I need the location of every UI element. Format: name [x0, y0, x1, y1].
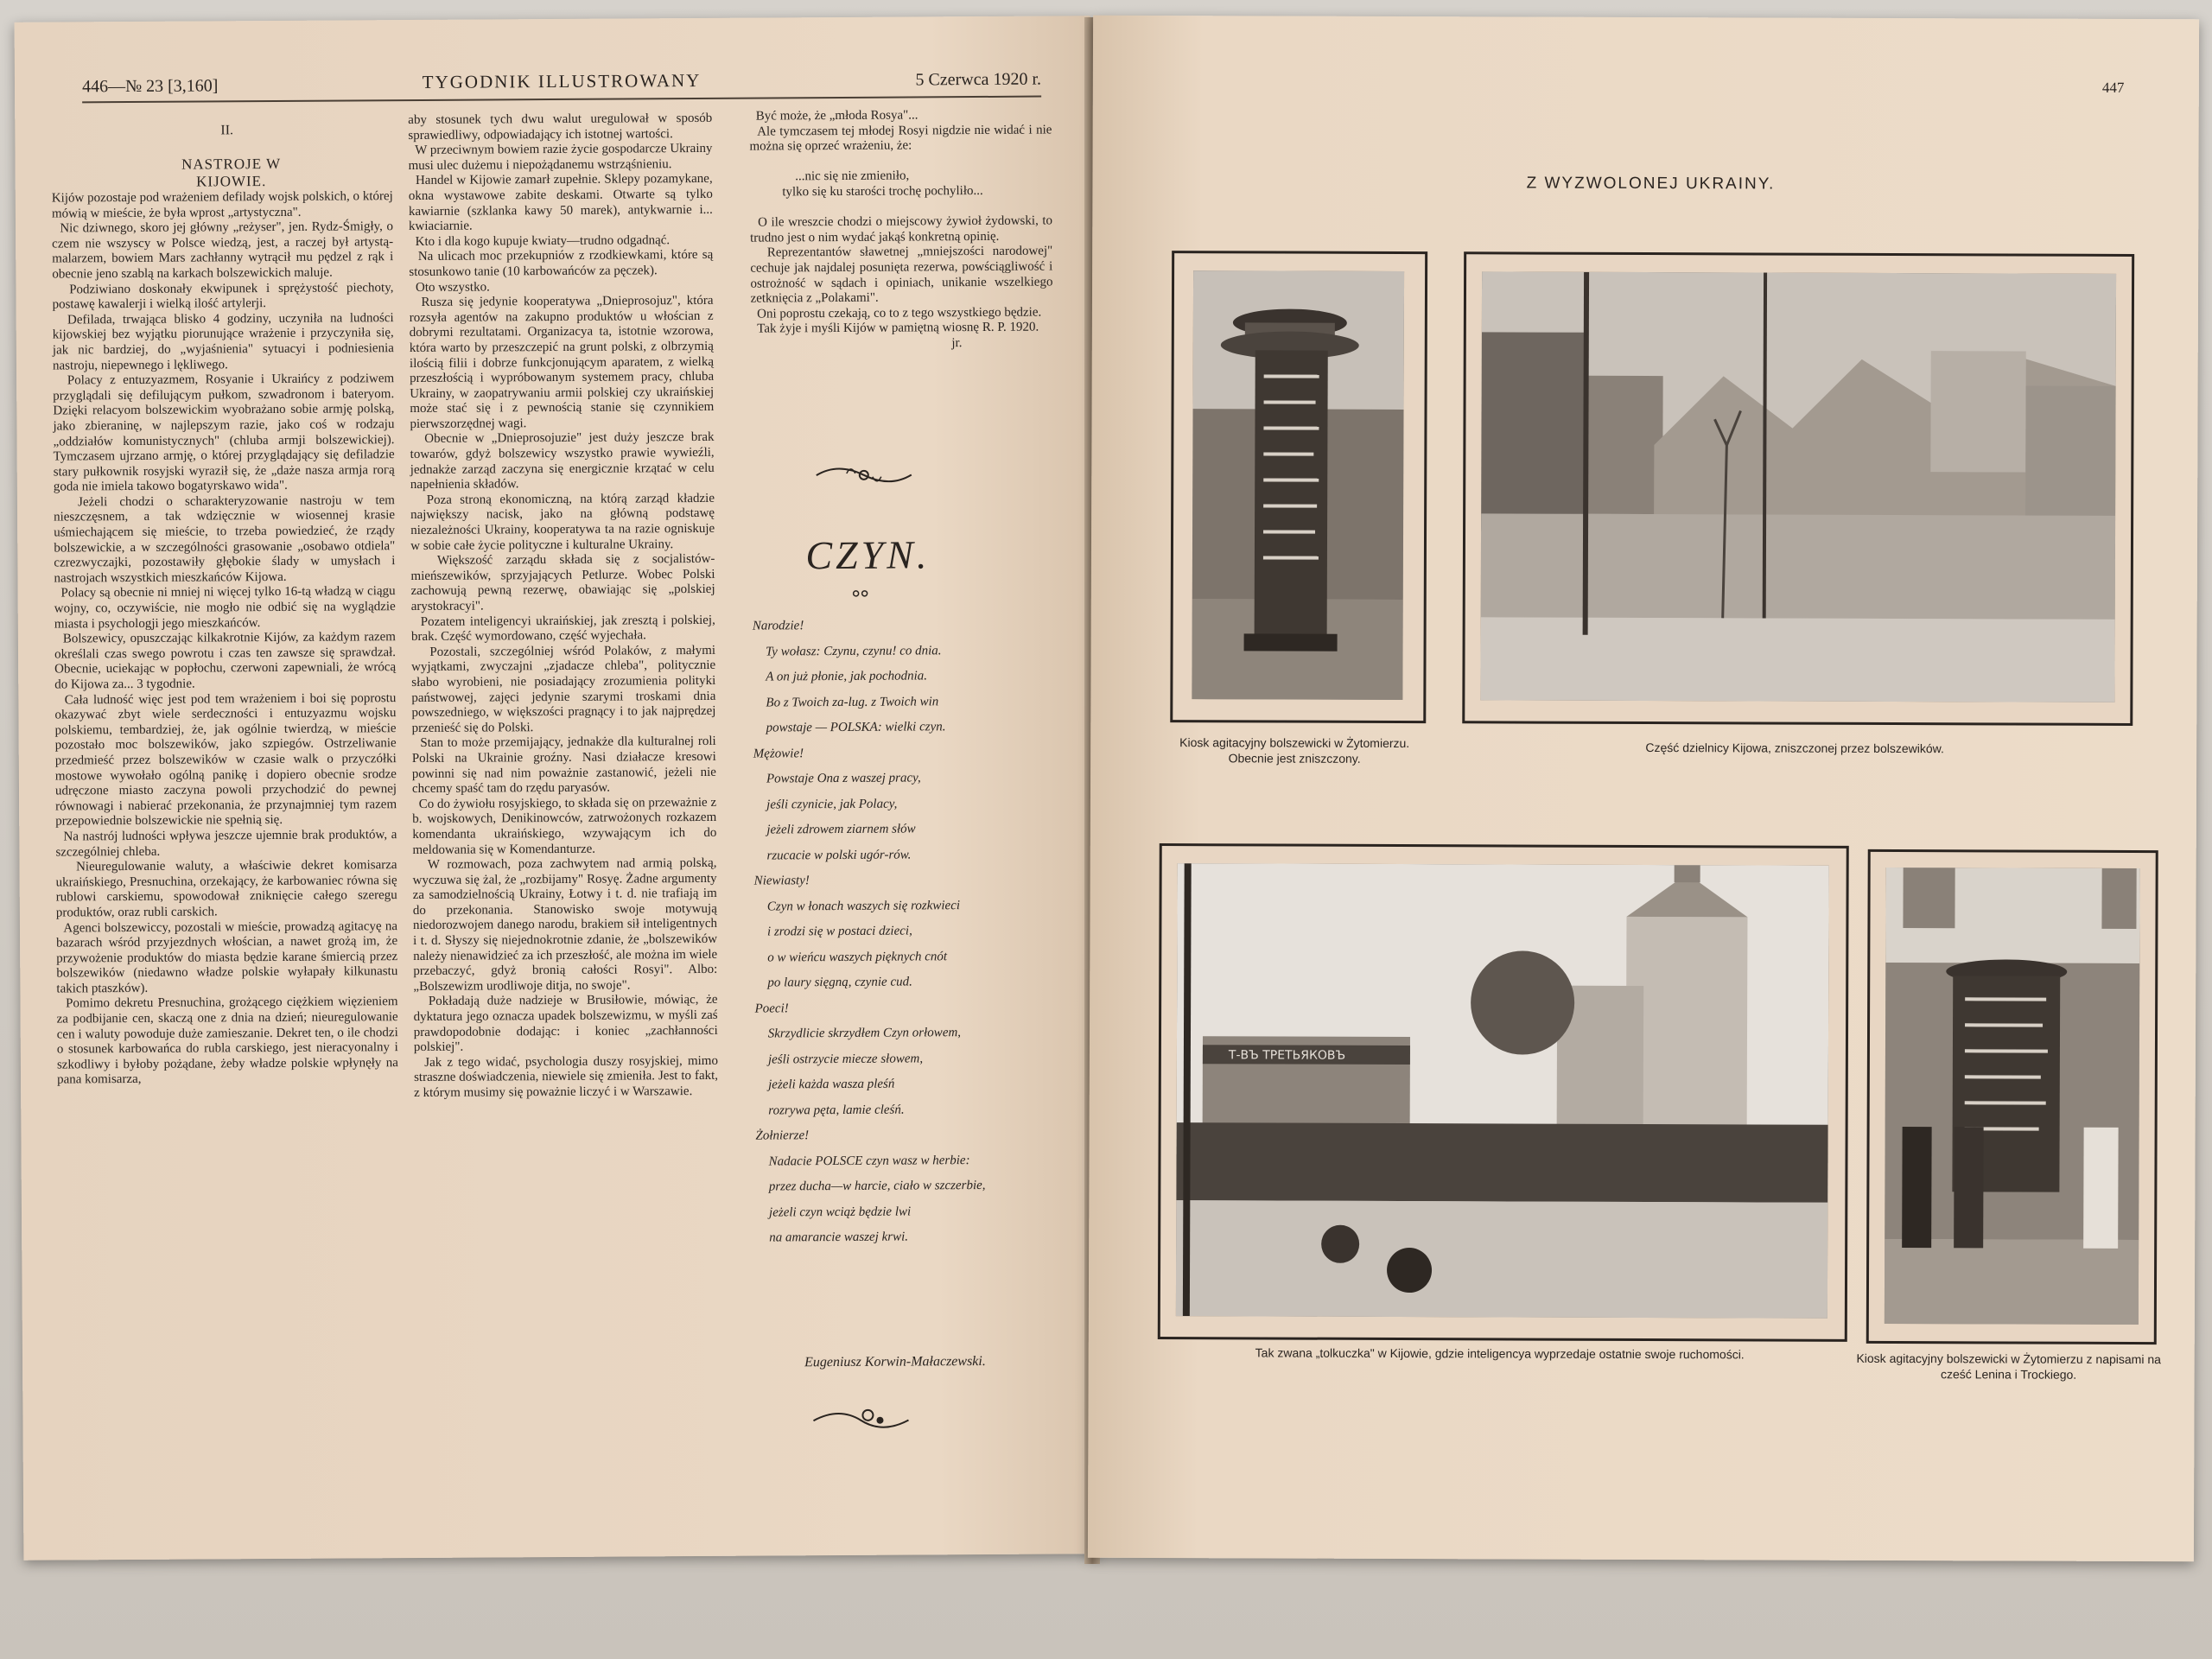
article-title: NASTROJE W KIJOWIE. — [181, 155, 282, 190]
article-column-1: Kijów pozostaje pod wrażeniem defilady wojsk polskich, o której mówią w mieście, że była wprost „artystyczna". Nic dziwnego, skoro jej główny „reżyser", jen. Rydz-Śmigły, o czem nie wszyscy w Polsce wiedzą, jest, a raczej był artystą-malarzem, bowiem Mars zachłanny wytrącił mu pędzel z rąk i obecnie jeno szablą na karkach bolszewickich maluje. Podziwiano doskonały ekwipunek i sprężystość piechoty, postawę kawalerji i wielką ilość artylerji. Defilada, trwająca blisko 4 godziny, uczyniła na ludności kijowskiej bez wyjątku piorunujące wrażenie i przyczyniła się, jak nic bardziej, do „wyjaśnienia" sytuacyi i podniesienia nastroju, niepewnego i lękliwego. Polacy z entuzyazmem, Rosyanie i Ukraińcy z podziwem przyglądali się defilującym pułkom, szwadronom i bateryom. Dzięki relacyom bolszewickim wyobrażano sobie armję polską, jako zbieraninę, w najlepszym razie, jako coś w rodzaju „oddziałów komunistycznych" (chluba armji bolszewickiej). Tymczasem ujrzano armję, o której przyglądający się defiladzie stary pułkownik rosyjski wyraził się, że „daże nasza armja roгą goda nie imiela takowo bogatyrskawo wida". Jeżeli chodzi o scharakteryzowanie nastroju w tem nieszczęsnem, a tak wdzięcznie w wiosennej krasie uśmiechającem się mieście, to trzeba powiedzieć, że rządy bolszewickie, a w szczególności grasowanie „osobawo otdiela" czrezwyczajki, pozostawiły głębokie ślady w umysłach i nastrojach wszystkich mieszkańców Kijowa. Polacy są obecnie ni mniej ni więcej tylko 16-tą władzą w ciągu wojny, co, oczywiście, nie mogło nie odbić się na wyglądzie miasta i psychologji jego mieszkańców. Bolszewicy, opuszczając kilkakrotnie Kijów, za każdym razem określali czas swego powrotu i czas ten zawsze się sprawdzał. Obecnie, uciekając w popłochu, czerwoni zapewniali, że wrócą do Kijowa za... 3 tygodnie. Cała ludność więc jest pod tem wrażeniem i boi się poprostu okazywać zbyt wiele serdeczności i entuzyazmu wojsku polskiemu, tembardziej, że, jak ogólnie twierdzą, w mieście pozostało moc bolszewików, jako szpiegów. Ostrzeliwanie przedmieść przez bolszewików w czasie walk o przyczółki mostowe wywołało ogólną panikę i dopiero obecnie srodze udręczone miasto zaczyna powoli przychodzić do pewnej równowagi i nabierać przekonania, że przynajmniej tym razem przepowiednie bolszewickie nie spełnią się. Na nastrój ludności wpływa jeszcze ujemnie brak produktów, a szczególniej chleba. Nieuregulowanie waluty, a właściwie dekret komisarza ukraińskiego, Presnuchina, orzekający, że karbowaniec równa się rublowi carskiemu, spowodował zniknięcie całego szeregu produktów, oraz rubli carskich. Agenci bolszewiccy, pozostali w mieście, prowadzą agitacyę na bazarach wśród przyjezdnych włościan, a nawet grożą im, że przywożenie produktów do miasta będzie karane śmiercią przez bolszewików (niedawno władze polskie wyłapały kilkunastu takich ptaszków). Pomimo dekretu Presnuchina, grożącego ciężkiem więzieniem za podbijanie cen, skaczą one z dnia na dzień; nieuregulowanie cen i waluty powoduje duże zamieszanie. Dekret ten, o ile chodzi o stosunek karbowańca do rubla carskiego, jest nieracyonalny i szkodliwy i byłoby pożądane, żeby władze polskie wpłynęły na pana komisarza, — [51, 189, 402, 1087]
page-number: 447 — [2101, 79, 2125, 96]
floral-ornament-icon — [812, 457, 916, 493]
ruins-photo-image — [1480, 271, 2116, 702]
magazine-title: TYGODNIK ILLUSTROWANY — [422, 69, 702, 92]
photo-frame-ruins — [1462, 251, 2134, 726]
poem-author: Eugeniusz Korwin-Małaczewski. — [804, 1353, 986, 1370]
page-title: Z WYZWOLONEJ UKRAINY. — [1526, 174, 1776, 194]
left-page — [15, 16, 1100, 1560]
photo-frame-kiosk-2 — [1866, 849, 2158, 1344]
caption-photo-2: Część dzielnicy Kijowa, zniszczonej przez bolszewików. — [1645, 741, 1944, 756]
article-column-3: Być może, że „młoda Rosya"... Ale tymczasem tej młodej Rosyi nigdzie nie widać i nie można się oprzeć wrażeniu, że: ...nic się nie zmieniło, tylko się ku starości trochę pochyliło... O ile wreszcie chodzi o miejscowy żywioł żydowski, to trudno jest o nim wydać jakąś konkretną opinię. Reprezentantów sławetnej „mniejszości narodowej" cechuje jak najdalej posunięta rezerwa, powściągliwość i ostrożność w sądach i opiniach, unikanie wszelkiego zetknięcia z „Polakami". Oni poprostu czekają, co to z tego wszystkiego będzie. Tak żyje i myśli Kijów w pamiętną wiosnę R. P. 1920. jr. — [749, 108, 1057, 352]
photo-frame-market — [1158, 843, 1849, 1342]
floral-ornament-icon — [809, 1399, 912, 1438]
shop-sign: Т-ВЪ ТРЕТЬЯКОВЪ — [1228, 1048, 1346, 1063]
caption-photo-4: Kiosk agitacyjny bolszewicki w Żytomierzu z napisami na cześć Lenina i Trockiego. — [1856, 1351, 2161, 1382]
caption-photo-1: Kiosk agitacyjny bolszewicki w Żytomierzu. Obecnie jest zniszczony. — [1179, 735, 1410, 766]
article-column-2: aby stosunek tych dwu walut uregulował w sposób sprawiedliwy, odpowiadający ich istotnej wartości. W przeciwnym bowiem razie życie gospodarcze Ukrainy musi ulec dużemu i niepożądanemu wstrząśnieniu. Handel w Kijowie zamarł zupełnie. Sklepy pozamykane, okna wystawowe zabite deskami. Otwarte są tylko kawiarnie (szklanka kawy 50 marek), antykwarnie i... kwiaciarnie. Kto i dla kogo kupuje kwiaty—trudno odgadnąć. Na ulicach moc przekupniów z rzodkiewkami, które są stosunkowo tanie (10 karbowańców za pęczek). Oto wszystko. Rusza się jedynie kooperatywa „Dnieprosojuz", która rozsyła agentów na zakupno produktów u włościan z dobrymi rezultatami. Organizacya ta, istotnie wzorowa, która warto by przeszczepić na grunt polski, z olbrzymią ilością filii i dobrze funkcjonującym aparatem, z wielką przeszłością i wypróbowanym systemem pracy, chluba Ukrainy, w zaopatrywaniu armii polskiej czy ukraińskiej może stać się i z pewnością stanie się czynnikiem pierwszorzędnej wagi. Obecnie w „Dnieprosojuzie" jest duży jeszcze brak towarów, gdyż bolszewicy wszystko prawie wywieźli, jednakże zarząd zaczyna się energicznie krzątać w celu napełnienia składów. Poza stroną ekonomiczną, na którą zarząd kładzie największy nacisk, jako na główną podstawę niezależności Ukrainy, kooperatywa ta na razie ogniskuje w sobie całe życie polityczne i kulturalne Ukrainy. Większość zarządu składa się z socjalistów-mieńszewików, sprzyjających Petlurze. Wobec Polski zachowują pewną rezerwę, obawiając się „polskiej arystokracyi". Pozatem inteligencyi ukraińskiej, jak zresztą i polskiej, brak. Część wymordowano, część wyjechała. Pozostali, szczególniej wśród Polaków, z małymi wyjątkami, zwyczajni „zjadacze chleba", politycznie słabo wyrobieni, nie posiadający zrozumienia polityki państwowej, zajęci jedynie szarymi troskami dnia powszedniego, w większości pragnący i to jak najprędzej przenieść się do Polski. Stan to może przemijający, jednakże dla kulturalnej roli Polski na Ukrainie groźny. Nasi działacze kresowi powinni się nad nim poważnie zastanowić, jeżeli nie chcemy spaść tam do rzędu paryasów. Co do żywiołu rosyjskiego, to składa się on przeważnie z b. wojskowych, Denikinowców, zatrwożonych rozkazem komendanta ukraińskiego, wzywającym ich do meldowania się w Komendanturze. W rozmowach, poza zachwytem nad armią polską, wyczuwa się żal, że „rozbijamy" Rosyę. Żadne argumenty za samodzielnością Ukrainy, Łotwy i t. d. nie trafiają im do przekonania. Stanowisko swoje motywują niedorozwojem danego narodu, brakiem sił inteligentnych i t. d. Słyszy się niejednokrotnie zdanie, że „bolszewików należy nienawidzieć za ich przeszłość, ale można im wiele przebaczyć, gdyż bronią całości Rosyi". Albo: „Bolszewizm urodliwoje ditja, no swoje". Pokładają duże nadzieje w Brusiłowie, mówiąc, że dyktatura jego oznacza upadek bolszewizmu, w myśli zaś prawdopodobnie dodając: i koniec „zachłanności polskiej". Jak z tego widać, psychologia duszy rosyjskiej, mimo straszne doświadczenia, niewiele się zmieniła. Jest to fakt, z którym musimy się poważnie liczyć i w Warszawie. — [408, 111, 721, 1101]
kiosk-photo-image — [1192, 270, 1404, 700]
right-page — [1088, 16, 2199, 1561]
section-number: II. — [220, 123, 234, 138]
issue-date: 5 Czerwca 1920 r. — [915, 69, 1042, 90]
small-ornament-icon — [848, 588, 874, 600]
running-header — [82, 67, 1041, 104]
photo-tolkuczka-market — [1176, 863, 1829, 1319]
photo-frame-kiosk — [1170, 251, 1427, 723]
photo-kyiv-ruins — [1480, 271, 2116, 702]
page-number: 446—№ 23 [3,160] — [81, 76, 219, 97]
photo-kiosk-zhytomyr — [1192, 270, 1404, 700]
photo-kiosk-lenin-trotsky — [1885, 868, 2140, 1325]
market-photo-image — [1176, 863, 1829, 1319]
kiosk2-photo-image — [1885, 868, 2140, 1325]
caption-photo-3: Tak zwana „tolkuczka" w Kijowie, gdzie inteligencya wyprzedaje ostatnie swoje ruchomości. — [1255, 1345, 1745, 1362]
poem-title: CZYN. — [805, 532, 931, 578]
poem-text: Narodzie! Ty wołasz: Czynu, czynu! co dnia. A on już płonie, jak pochodnia. Bo z Twoich za-lug. z Twoich win powstaje — POLSKA: wielki czyn. Mężowie! Powstaje Ona z waszej pracy, jeśli czynicie, jak Polacy, jeżeli zdrowem ziarnem słów rzucacie w polski ugór-rów. Niewiasty! Czyn w łonach waszych się rozkwieci i zrodzi się w postaci dzieci, o w wieńcu waszych pięknych cnót po laury sięgną, czynie cud. Poeci! Skrzydlicie skrzydłem Czyn orłowem, jeśli ostrzycie miecze słowem, jeżeli każda wasza pleśń rozrywa pęta, lamie cleśń. Żołnierze! Nadacie POLSCE czyn wasz w herbie: przez ducha—w harcie, ciało w szczerbie, jeżeli czyn wciąż będzie lwi na amarancie waszej krwi. — [752, 619, 986, 1245]
